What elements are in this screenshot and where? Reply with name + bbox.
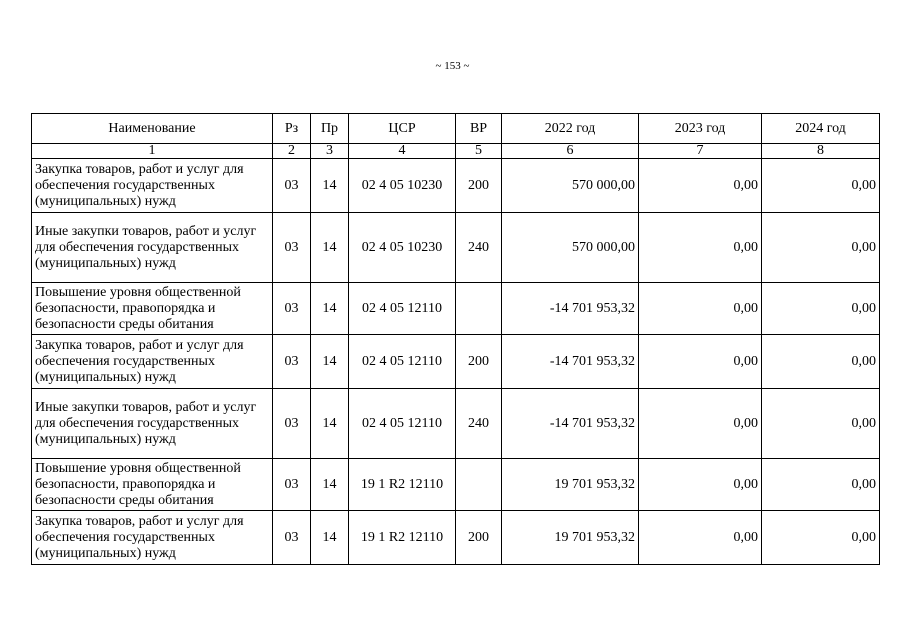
row-2023: 0,00: [639, 459, 762, 511]
col-number: 6: [502, 144, 639, 159]
table-row: [32, 213, 880, 283]
col-number: 4: [349, 144, 456, 159]
row-pr: 14: [311, 389, 349, 459]
col-header-rz: Рз: [273, 114, 311, 144]
col-header-2023: 2023 год: [639, 114, 762, 144]
row-csr: 19 1 R2 12110: [349, 511, 456, 565]
row-csr: 02 4 05 12110: [349, 283, 456, 335]
header-row: [32, 114, 880, 144]
row-2022: 19 701 953,32: [502, 459, 639, 511]
row-rz: 03: [273, 335, 311, 389]
row-2023: 0,00: [639, 335, 762, 389]
row-rz: 03: [273, 459, 311, 511]
row-name: Закупка товаров, работ и услуг для обеспечения государственных (муниципальных) нужд: [32, 159, 273, 213]
row-2024: 0,00: [762, 335, 880, 389]
row-pr: 14: [311, 511, 349, 565]
column-number-row: [32, 144, 880, 159]
col-header-vr: ВР: [456, 114, 502, 144]
row-name: Закупка товаров, работ и услуг для обеспечения государственных (муниципальных) нужд: [32, 511, 273, 565]
col-number: 5: [456, 144, 502, 159]
row-2024: 0,00: [762, 389, 880, 459]
col-number: 1: [32, 144, 273, 159]
row-2024: 0,00: [762, 213, 880, 283]
row-csr: 02 4 05 12110: [349, 389, 456, 459]
row-vr: 200: [456, 511, 502, 565]
table-row: [32, 335, 880, 389]
row-csr: 19 1 R2 12110: [349, 459, 456, 511]
row-2022: -14 701 953,32: [502, 283, 639, 335]
row-vr: 240: [456, 389, 502, 459]
row-2024: 0,00: [762, 283, 880, 335]
row-rz: 03: [273, 159, 311, 213]
table-row: [32, 511, 880, 565]
row-2022: 19 701 953,32: [502, 511, 639, 565]
col-header-2022: 2022 год: [502, 114, 639, 144]
row-name: Повышение уровня общественной безопасности, правопорядка и безопасности среды обитания: [32, 283, 273, 335]
row-pr: 14: [311, 335, 349, 389]
table-row: [32, 459, 880, 511]
row-rz: 03: [273, 213, 311, 283]
col-header-pr: Пр: [311, 114, 349, 144]
row-2024: 0,00: [762, 459, 880, 511]
row-rz: 03: [273, 389, 311, 459]
row-csr: 02 4 05 10230: [349, 159, 456, 213]
row-2022: 570 000,00: [502, 213, 639, 283]
row-rz: 03: [273, 283, 311, 335]
col-number: 8: [762, 144, 880, 159]
row-pr: 14: [311, 283, 349, 335]
table-row: [32, 283, 880, 335]
page-number: ~ 153 ~: [435, 60, 470, 72]
row-csr: 02 4 05 12110: [349, 335, 456, 389]
row-2024: 0,00: [762, 511, 880, 565]
col-header-name: Наименование: [32, 114, 273, 144]
row-2023: 0,00: [639, 389, 762, 459]
row-name: Повышение уровня общественной безопасности, правопорядка и безопасности среды обитания: [32, 459, 273, 511]
col-number: 2: [273, 144, 311, 159]
row-vr: 240: [456, 213, 502, 283]
budget-table: [31, 113, 880, 565]
row-2022: -14 701 953,32: [502, 389, 639, 459]
row-name: Закупка товаров, работ и услуг для обеспечения государственных (муниципальных) нужд: [32, 335, 273, 389]
row-pr: 14: [311, 159, 349, 213]
row-csr: 02 4 05 10230: [349, 213, 456, 283]
row-pr: 14: [311, 459, 349, 511]
row-2023: 0,00: [639, 511, 762, 565]
row-2024: 0,00: [762, 159, 880, 213]
table-row: [32, 389, 880, 459]
row-pr: 14: [311, 213, 349, 283]
row-vr: 200: [456, 335, 502, 389]
row-2022: -14 701 953,32: [502, 335, 639, 389]
row-rz: 03: [273, 511, 311, 565]
row-2022: 570 000,00: [502, 159, 639, 213]
col-number: 7: [639, 144, 762, 159]
row-name: Иные закупки товаров, работ и услуг для обеспечения государственных (муниципальных) нужд: [32, 389, 273, 459]
row-vr: [456, 459, 502, 511]
row-vr: [456, 283, 502, 335]
row-name: Иные закупки товаров, работ и услуг для обеспечения государственных (муниципальных) нужд: [32, 213, 273, 283]
row-vr: 200: [456, 159, 502, 213]
table-row: [32, 159, 880, 213]
col-header-csr: ЦСР: [349, 114, 456, 144]
row-2023: 0,00: [639, 159, 762, 213]
row-2023: 0,00: [639, 283, 762, 335]
row-2023: 0,00: [639, 213, 762, 283]
col-number: 3: [311, 144, 349, 159]
col-header-2024: 2024 год: [762, 114, 880, 144]
